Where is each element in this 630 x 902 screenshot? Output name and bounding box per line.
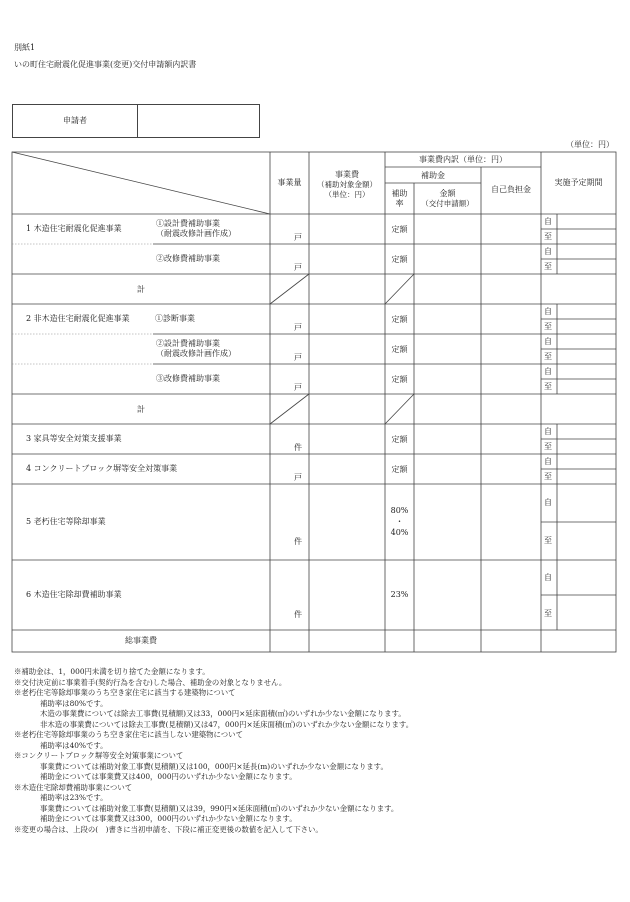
note-item: ※交付決定前に事業着手(契約行為を含む)した場合、補助金の対象となりません。 (14, 677, 287, 687)
row2-subtotal: 計 (137, 405, 145, 414)
row2b-label-l2: （耐震改修計画作成） (156, 349, 236, 358)
row3-to: 至 (544, 442, 552, 451)
note-item: 補助率は80%です。 (40, 698, 108, 708)
row5-rate-dot: ・ (395, 517, 404, 526)
row1b-label: ②改修費補助事業 (156, 254, 220, 263)
row2b-to: 至 (544, 352, 552, 361)
notes (14, 667, 413, 835)
note-item: 事業費については補助対象工事費(見積額)又は100，000円×延長(m)のいずれか少ない金額になります。 (40, 761, 388, 771)
row5-category: 5 老朽住宅等除却事業 (26, 517, 106, 526)
note-item: ※コンクリートブロック塀等安全対策事業について (14, 751, 184, 760)
note-item: 補助率は40%です。 (40, 740, 108, 750)
total-label: 総事業費 (125, 636, 157, 645)
row4-to: 至 (544, 472, 552, 481)
row2c-from: 自 (544, 367, 552, 376)
unit-note: （単位：円） (566, 140, 614, 149)
row1b-from: 自 (544, 247, 552, 256)
row4-from: 自 (544, 457, 552, 466)
row2b-unit: 戸 (294, 353, 302, 362)
col-amount-l1: 金額 (439, 189, 456, 198)
note-item: 補助率は23%です。 (40, 793, 108, 802)
row1a-label-l2: （耐震改修計画作成） (156, 229, 236, 238)
row1a-label-l1: ①設計費補助事業 (156, 219, 220, 228)
col-quantity: 事業量 (277, 178, 302, 187)
col-cost-l2: （補助対象金額） (317, 180, 377, 189)
note-item: 補助金については事業費又は300，000円のいずれか少ない金額になります。 (40, 814, 297, 823)
row2b-rate: 定額 (391, 345, 408, 354)
row2b-label-l1: ②設計費補助事業 (156, 339, 220, 348)
col-cost-l3: （単位：円） (324, 190, 370, 199)
note-item: ※木造住宅除却費補助事業について (14, 782, 133, 792)
row4-unit: 戸 (294, 473, 302, 482)
row5-rate-l1: 80% (390, 506, 409, 515)
col-self-burden: 自己負担金 (491, 185, 531, 194)
row3-from: 自 (544, 427, 552, 436)
document-title: いの町住宅耐震化促進事業(変更)交付申請額内訳書 (14, 60, 197, 69)
col-subsidy: 補助金 (421, 171, 445, 180)
row1b-rate: 定額 (391, 255, 408, 264)
row4-rate: 定額 (391, 465, 408, 474)
note-item: ※変更の場合は、上段の( )書きに当初申請を、下段に補正変更後の数値を記入して下さい。 (14, 824, 323, 834)
row1a-from: 自 (544, 217, 552, 226)
row1b-unit: 戸 (294, 263, 302, 272)
note-item: 非木造の事業費については除去工事費(見積額)又は47，000円×延床面積(㎡)のいずれか少ない金額になります。 (40, 719, 414, 729)
row2c-label: ③改修費補助事業 (156, 374, 220, 383)
row5-unit: 件 (294, 537, 302, 546)
row1-category: 1 木造住宅耐震化促進事業 (26, 224, 122, 233)
note-item: ※老朽住宅等除却事業のうち空き家住宅に該当する建築物について (14, 688, 236, 697)
row1b-to: 至 (544, 262, 552, 271)
col-schedule: 実施予定期間 (554, 178, 603, 187)
row5-from: 自 (544, 498, 552, 507)
row1a-to: 至 (544, 232, 552, 241)
row6-to: 至 (544, 609, 552, 618)
row2-category: 2 非木造住宅耐震化促進事業 (26, 314, 130, 323)
row2c-unit: 戸 (294, 383, 302, 392)
row2a-label: ①診断事業 (155, 314, 195, 323)
applicant-label: 申請者 (63, 116, 87, 125)
row2b-from: 自 (544, 337, 552, 346)
note-item: ※補助金は、1，000円未満を切り捨てた金額になります。 (14, 667, 210, 676)
row6-from: 自 (544, 573, 552, 582)
note-item: 補助金については事業費又は400，000円のいずれか少ない金額になります。 (40, 772, 297, 781)
row2c-to: 至 (544, 382, 552, 391)
note-item: 木造の事業費については除去工事費(見積額)又は33，000円×延床面積(㎡)のいずれか少ない金額になります。 (40, 709, 406, 718)
document-number: 別紙1 (14, 43, 36, 52)
row2a-unit: 戸 (294, 323, 302, 332)
row6-unit: 件 (294, 610, 302, 619)
row1a-unit: 戸 (294, 233, 302, 242)
row1-subtotal: 計 (137, 285, 145, 294)
note-item: ※老朽住宅等除却事業のうち空き家住宅に該当しない建築物について (14, 730, 243, 739)
row2c-rate: 定額 (391, 375, 408, 384)
col-rate-l1: 補助 (391, 189, 408, 198)
row3-category: 3 家具等安全対策支援事業 (26, 434, 122, 443)
row2a-to: 至 (544, 322, 552, 331)
row6-category: 6 木造住宅除却費補助事業 (26, 590, 122, 599)
row5-rate-l2: 40% (390, 528, 409, 537)
row2a-from: 自 (544, 307, 552, 316)
row2a-rate: 定額 (391, 315, 408, 324)
col-breakdown: 事業費内訳（単位：円） (419, 155, 507, 164)
note-item: 事業費については補助対象工事費(見積額)又は39，990円×延床面積(㎡)のいずれか少ない金額になります。 (40, 803, 399, 813)
col-rate-l2: 率 (395, 199, 404, 208)
col-cost-l1: 事業費 (335, 170, 359, 179)
row5-to: 至 (544, 536, 552, 545)
row3-unit: 件 (294, 443, 302, 452)
row3-rate: 定額 (391, 435, 408, 444)
col-amount-l2: （交付申請額） (421, 199, 474, 208)
row1a-rate: 定額 (391, 225, 408, 234)
row4-category: 4 コンクリートブロック塀等安全対策事業 (26, 464, 178, 473)
row6-rate: 23% (390, 590, 409, 599)
